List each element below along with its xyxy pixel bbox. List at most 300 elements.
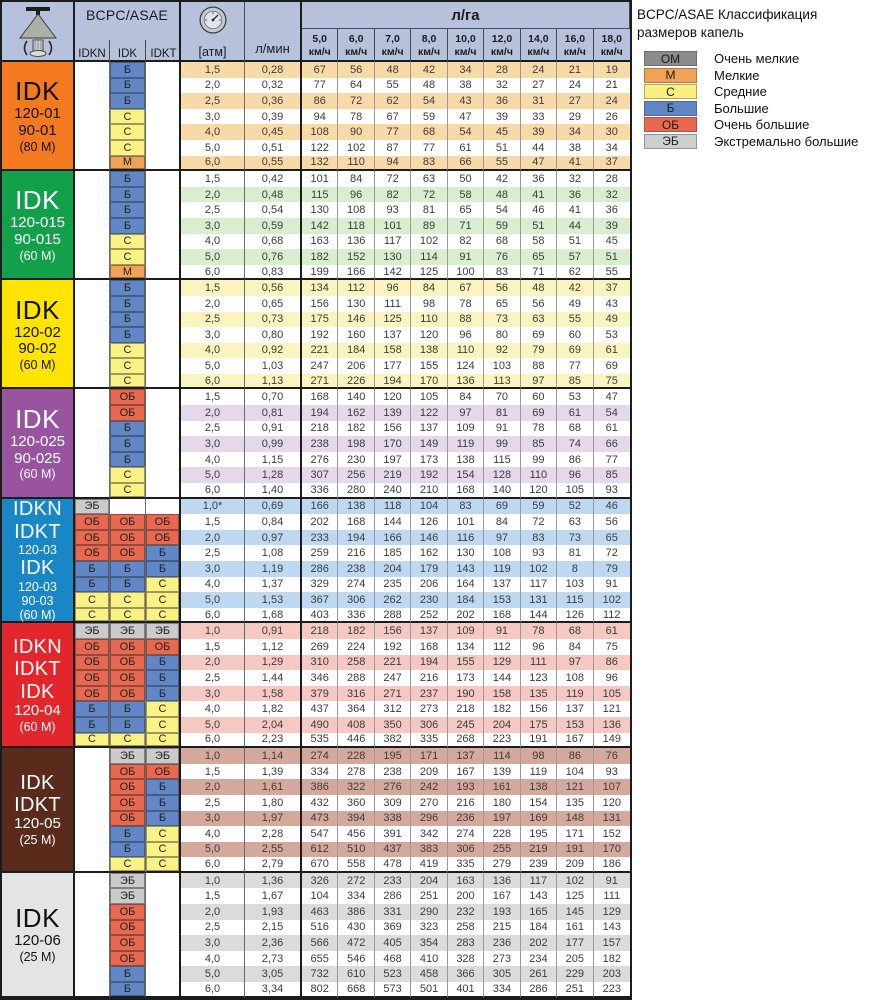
- class-cell-idk: ЭБ: [110, 888, 146, 904]
- rate-cell: 42: [411, 62, 447, 78]
- block-label-line: IDK: [15, 76, 60, 107]
- block-label-line: (60 M): [19, 607, 56, 622]
- rate-cell: 24: [521, 62, 557, 78]
- block-label-line: 90-02: [18, 340, 57, 358]
- rate-cell: 88: [521, 358, 557, 374]
- class-cell-idk: Б: [110, 982, 146, 998]
- class-cell-idkn: [75, 156, 110, 172]
- rate-cell: 63: [557, 514, 593, 530]
- pressure-cell: 2,5: [181, 920, 245, 936]
- flow-cell: 2,23: [245, 733, 302, 749]
- class-cell-idkn: [75, 467, 110, 483]
- rate-cell: 473: [302, 811, 338, 827]
- rate-cell: 135: [557, 795, 593, 811]
- class-cell-idkn: [75, 202, 110, 218]
- class-cell-idkt: [146, 499, 181, 515]
- rate-cell: 73: [484, 312, 520, 328]
- rate-cell: 38: [557, 140, 593, 156]
- block-label: [2, 280, 75, 389]
- rate-cell: 139: [484, 764, 520, 780]
- rate-cell: 66: [448, 156, 484, 172]
- rate-cell: 144: [375, 514, 411, 530]
- rate-cell: 307: [302, 467, 338, 483]
- flow-cell: 0,65: [245, 296, 302, 312]
- class-cell-idkn: [75, 327, 110, 343]
- flow-cell: 1,80: [245, 795, 302, 811]
- flow-cell: 1,14: [245, 748, 302, 764]
- rate-cell: 238: [375, 764, 411, 780]
- rate-cell: 668: [338, 982, 374, 998]
- class-cell-idkn: [75, 93, 110, 109]
- pressure-gauge-icon: [198, 5, 228, 35]
- pressure-cell: 2,5: [181, 202, 245, 218]
- class-cell-idkn: [75, 951, 110, 967]
- rate-cell: 137: [557, 701, 593, 717]
- flow-cell: 2,28: [245, 826, 302, 842]
- block-label-line: 120-02: [14, 323, 61, 341]
- class-cell-idkt: С: [146, 701, 181, 717]
- legend-items: [637, 51, 871, 149]
- rate-cell: 192: [411, 467, 447, 483]
- rate-cell: 152: [338, 249, 374, 265]
- rate-cell: 202: [302, 514, 338, 530]
- class-cell-idk: ОБ: [110, 920, 146, 936]
- rate-cell: 84: [448, 389, 484, 405]
- rate-cell: 116: [448, 530, 484, 546]
- rate-cell: 177: [375, 358, 411, 374]
- flow-header: [245, 2, 302, 62]
- rate-cell: 47: [448, 109, 484, 125]
- class-cell-idkt: ЭБ: [146, 623, 181, 639]
- flow-cell: 1,61: [245, 779, 302, 795]
- rate-cell: 229: [557, 966, 593, 982]
- block-label-line: 120-04: [14, 701, 61, 719]
- flow-cell: 0,54: [245, 202, 302, 218]
- class-cell-idk: Б: [110, 218, 146, 234]
- rate-cell: 121: [594, 701, 630, 717]
- rate-cell: 247: [302, 358, 338, 374]
- speed-unit: км/ч: [454, 45, 477, 58]
- rate-cell: 169: [521, 811, 557, 827]
- rate-cell: 143: [594, 920, 630, 936]
- block-label-line: 120-05: [14, 815, 61, 833]
- rate-cell: 63: [521, 312, 557, 328]
- pressure-cell: 1,5: [181, 171, 245, 187]
- rate-cell: 96: [448, 327, 484, 343]
- class-cell-idk: Б: [110, 826, 146, 842]
- rate-cell: 67: [448, 280, 484, 296]
- rate-cell: 197: [484, 811, 520, 827]
- rate-cell: 61: [594, 343, 630, 359]
- class-cell-idkt: [146, 920, 181, 936]
- rate-cell: 403: [302, 608, 338, 624]
- rate-cell: 108: [557, 670, 593, 686]
- rate-cell: 101: [302, 171, 338, 187]
- rate-cell: 328: [448, 951, 484, 967]
- class-cell-idk: Б: [110, 452, 146, 468]
- pressure-cell: 1,5: [181, 280, 245, 296]
- rate-cell: 76: [484, 249, 520, 265]
- class-cell-idk: Б: [110, 421, 146, 437]
- pressure-cell: 4,0: [181, 124, 245, 140]
- block-label-line: (60 M): [19, 467, 56, 482]
- rate-cell: 205: [557, 951, 593, 967]
- rate-cell: 216: [411, 670, 447, 686]
- flow-cell: 0,91: [245, 623, 302, 639]
- flow-cell: 0,36: [245, 93, 302, 109]
- rate-cell: 36: [521, 171, 557, 187]
- class-cell-idkt: [146, 405, 181, 421]
- rate-cell: 366: [448, 966, 484, 982]
- rate-cell: 104: [557, 764, 593, 780]
- block-label-line: IDKT: [14, 794, 61, 817]
- rate-cell: 77: [557, 358, 593, 374]
- class-cell-idkn: [75, 62, 110, 78]
- rate-cell: 501: [411, 982, 447, 998]
- flow-cell: 0,32: [245, 78, 302, 94]
- class-cell-idk: Б: [110, 62, 146, 78]
- rate-cell: 60: [521, 389, 557, 405]
- bcpc-asae-label: BCPC/ASAE: [86, 7, 168, 23]
- rate-cell: 156: [375, 623, 411, 639]
- pressure-cell: 1,5: [181, 389, 245, 405]
- class-cell-idk: Б: [110, 312, 146, 328]
- rate-cell: 165: [521, 904, 557, 920]
- rate-cell: 180: [484, 795, 520, 811]
- speed-value: 14,0: [528, 33, 549, 46]
- rate-cell: 76: [594, 748, 630, 764]
- rate-cell: 131: [594, 811, 630, 827]
- pressure-cell: 4,0: [181, 343, 245, 359]
- rate-cell: 276: [375, 779, 411, 795]
- class-cell-idk: ОБ: [110, 779, 146, 795]
- class-cell-idkt: [146, 935, 181, 951]
- flow-cell: 0,42: [245, 171, 302, 187]
- rate-cell: 146: [411, 530, 447, 546]
- rate-cell: 110: [521, 467, 557, 483]
- rate-cell: 145: [557, 904, 593, 920]
- rate-cell: 58: [448, 187, 484, 203]
- rate-cell: 286: [375, 888, 411, 904]
- flow-cell: 0,92: [245, 343, 302, 359]
- class-cell-idk: ОБ: [110, 670, 146, 686]
- rate-cell: 109: [448, 623, 484, 639]
- pressure-cell: 4,0: [181, 826, 245, 842]
- rate-cell: 204: [411, 873, 447, 889]
- rate-cell: 194: [338, 530, 374, 546]
- flow-cell: 0,70: [245, 389, 302, 405]
- pressure-cell: 6,0: [181, 156, 245, 172]
- block-label: [2, 748, 75, 873]
- rate-cell: 323: [411, 920, 447, 936]
- rate-cell: 272: [338, 873, 374, 889]
- rate-cell: 138: [411, 343, 447, 359]
- rate-cell: 50: [448, 171, 484, 187]
- class-cell-idk: С: [110, 343, 146, 359]
- rate-cell: 162: [411, 545, 447, 561]
- rate-cell: 383: [411, 842, 447, 858]
- rate-cell: 51: [484, 140, 520, 156]
- rate-cell: 305: [484, 966, 520, 982]
- rate-cell: 54: [448, 124, 484, 140]
- rate-cell: 158: [484, 686, 520, 702]
- rate-cell: 194: [411, 655, 447, 671]
- flow-cell: 2,15: [245, 920, 302, 936]
- rate-cell: 102: [557, 873, 593, 889]
- rate-cell: 68: [557, 421, 593, 437]
- block-label-line: IDK: [15, 185, 60, 216]
- class-cell-idkt: С: [146, 608, 181, 624]
- rate-cell: 39: [521, 124, 557, 140]
- rate-cell: 130: [338, 296, 374, 312]
- rate-cell: 46: [594, 499, 630, 515]
- rate-cell: 173: [448, 670, 484, 686]
- rate-cell: 119: [448, 436, 484, 452]
- rate-cell: 158: [375, 343, 411, 359]
- class-cell-idk: Б: [110, 202, 146, 218]
- rate-cell: 523: [375, 966, 411, 982]
- rate-cell: 177: [557, 935, 593, 951]
- class-cell-idkn: [75, 374, 110, 390]
- rate-cell: 322: [338, 779, 374, 795]
- class-cell-idkn: [75, 405, 110, 421]
- rate-cell: 139: [375, 405, 411, 421]
- rate-cell: 192: [302, 327, 338, 343]
- rate-cell: 186: [594, 857, 630, 873]
- rate-cell: 72: [338, 93, 374, 109]
- rate-cell: 32: [484, 78, 520, 94]
- rate-cell: 209: [557, 857, 593, 873]
- rate-cell: 99: [484, 436, 520, 452]
- class-cell-idkt: [146, 374, 181, 390]
- rate-cell: 143: [521, 888, 557, 904]
- pressure-cell: 1,5: [181, 888, 245, 904]
- rate-cell: 546: [338, 951, 374, 967]
- rate-cell: 59: [521, 499, 557, 515]
- rate-cell: 610: [338, 966, 374, 982]
- class-cell-idkt: [146, 389, 181, 405]
- rate-cell: 175: [302, 312, 338, 328]
- rate-cell: 91: [594, 873, 630, 889]
- rate-cell: 670: [302, 857, 338, 873]
- pressure-cell: 6,0: [181, 483, 245, 499]
- class-cell-idkt: С: [146, 857, 181, 873]
- rate-cell: 69: [557, 343, 593, 359]
- rate-cell: 51: [521, 218, 557, 234]
- rate-cell: 144: [484, 670, 520, 686]
- rate-cell: 69: [521, 327, 557, 343]
- rate-cell: 156: [375, 421, 411, 437]
- flow-cell: 1,97: [245, 811, 302, 827]
- rate-cell: 110: [411, 312, 447, 328]
- rate-cell: 64: [338, 78, 374, 94]
- legend-swatch: Б: [644, 101, 697, 116]
- rate-cell: 54: [594, 405, 630, 421]
- rate-cell: 102: [521, 561, 557, 577]
- speed-unit: км/ч: [490, 45, 513, 58]
- class-cell-idkn: [75, 452, 110, 468]
- rate-cell: 123: [521, 670, 557, 686]
- rate-cell: 61: [557, 405, 593, 421]
- rate-cell: 573: [375, 982, 411, 998]
- rate-cell: 164: [448, 577, 484, 593]
- class-cell-idk: С: [110, 857, 146, 873]
- rate-cell: 219: [375, 467, 411, 483]
- rate-cell: 61: [448, 140, 484, 156]
- block-label-line: IDKT: [14, 520, 61, 543]
- class-cell-idk: С: [110, 467, 146, 483]
- rate-cell: 69: [484, 499, 520, 515]
- class-cell-idkt: [146, 296, 181, 312]
- rate-cell: 28: [484, 62, 520, 78]
- rate-cell: 97: [521, 374, 557, 390]
- rate-cell: 82: [375, 187, 411, 203]
- rate-cell: 109: [448, 421, 484, 437]
- rate-cell: 168: [411, 639, 447, 655]
- class-cell-idkt: [146, 467, 181, 483]
- class-cell-idkn: ОБ: [75, 686, 110, 702]
- class-cell-idkn: ЭБ: [75, 623, 110, 639]
- rate-cell: 134: [302, 280, 338, 296]
- class-cell-idk: ОБ: [110, 686, 146, 702]
- rate-cell: 75: [594, 639, 630, 655]
- rate-cell: 80: [484, 327, 520, 343]
- rate-cell: 68: [557, 623, 593, 639]
- rate-cell: 108: [338, 202, 374, 218]
- class-cell-idk: С: [110, 374, 146, 390]
- rate-cell: 43: [594, 296, 630, 312]
- block-label-line: (25 M): [19, 833, 56, 848]
- block-label-line: IDK: [20, 680, 55, 703]
- rate-cell: 69: [521, 405, 557, 421]
- pressure-cell: 1,5: [181, 764, 245, 780]
- rate-cell: 221: [375, 655, 411, 671]
- rate-cell: 516: [302, 920, 338, 936]
- rate-cell: 111: [521, 655, 557, 671]
- rate-cell: 310: [302, 655, 338, 671]
- rate-cell: 85: [557, 374, 593, 390]
- legend-item: [637, 84, 871, 100]
- class-cell-idkt: Б: [146, 795, 181, 811]
- rate-cell: 131: [521, 592, 557, 608]
- class-cell-idkt: С: [146, 826, 181, 842]
- rate-cell: 206: [411, 577, 447, 593]
- rate-cell: 170: [375, 436, 411, 452]
- rate-cell: 49: [557, 296, 593, 312]
- flow-cell: 1,44: [245, 670, 302, 686]
- class-cell-idk: Б: [110, 187, 146, 203]
- rate-cell: 156: [521, 701, 557, 717]
- class-cell-idk: ЭБ: [110, 748, 146, 764]
- pressure-cell: 1,5: [181, 62, 245, 78]
- pressure-cell: 5,0: [181, 842, 245, 858]
- rate-cell: 96: [375, 280, 411, 296]
- flow-cell: 0,28: [245, 62, 302, 78]
- rate-cell: 138: [521, 779, 557, 795]
- class-cell-idkn: [75, 873, 110, 889]
- class-cell-idk: С: [110, 608, 146, 624]
- rate-cell: 77: [594, 452, 630, 468]
- rate-cell: 269: [302, 639, 338, 655]
- pressure-cell: 5,0: [181, 249, 245, 265]
- class-cell-idkn: [75, 171, 110, 187]
- class-cell-idkt: С: [146, 733, 181, 749]
- rate-cell: 86: [594, 655, 630, 671]
- rate-cell: 90: [338, 124, 374, 140]
- speed-value: 5,0: [312, 33, 328, 46]
- rate-cell: 391: [375, 826, 411, 842]
- class-cell-idkt: С: [146, 577, 181, 593]
- rate-cell: 112: [594, 608, 630, 624]
- rate-cell: 154: [448, 467, 484, 483]
- class-cell-idkn: ОБ: [75, 530, 110, 546]
- rate-cell: 94: [375, 156, 411, 172]
- rate-cell: 69: [594, 358, 630, 374]
- block-label: [2, 623, 75, 748]
- flow-cell: 0,97: [245, 530, 302, 546]
- rate-cell: 65: [448, 202, 484, 218]
- pressure-cell: 5,0: [181, 358, 245, 374]
- rate-cell: 268: [448, 733, 484, 749]
- class-cell-idk: ОБ: [110, 514, 146, 530]
- pressure-cell: 6,0: [181, 733, 245, 749]
- rate-cell: 195: [375, 748, 411, 764]
- flow-cell: 1,53: [245, 592, 302, 608]
- rate-cell: 45: [484, 124, 520, 140]
- block-label: [2, 389, 75, 498]
- rate-cell: 120: [521, 483, 557, 499]
- pressure-cell: 4,0: [181, 452, 245, 468]
- rate-cell: 190: [448, 686, 484, 702]
- rate-cell: 55: [594, 265, 630, 281]
- class-cell-idkn: [75, 78, 110, 94]
- rate-cell: 58: [521, 234, 557, 250]
- rate-cell: 49: [594, 312, 630, 328]
- class-cell-idkn: С: [75, 733, 110, 749]
- rate-cell: 258: [448, 920, 484, 936]
- rate-cell: 102: [594, 592, 630, 608]
- class-cell-idkn: [75, 920, 110, 936]
- rate-cell: 111: [375, 296, 411, 312]
- rate-cell: 84: [338, 171, 374, 187]
- class-cell-idkt: [146, 280, 181, 296]
- class-cell-idk: ОБ: [110, 545, 146, 561]
- rate-cell: 93: [594, 483, 630, 499]
- block-label-line: 120-03: [18, 579, 57, 594]
- rate-cell: 136: [338, 234, 374, 250]
- rate-cell: 166: [375, 530, 411, 546]
- rate-cell: 226: [338, 374, 374, 390]
- legend-swatch: М: [644, 68, 697, 83]
- rate-cell: 31: [521, 93, 557, 109]
- rate-cell: 34: [594, 140, 630, 156]
- rate-cell: 185: [375, 545, 411, 561]
- rate-cell: 105: [557, 483, 593, 499]
- legend-label: Экстремально большие: [714, 133, 859, 149]
- rate-cell: 238: [302, 436, 338, 452]
- rate-cell: 274: [338, 577, 374, 593]
- class-cell-idkn: [75, 421, 110, 437]
- block-label: [2, 873, 75, 998]
- rate-cell: 271: [302, 374, 338, 390]
- rate-cell: 309: [375, 795, 411, 811]
- class-cell-idkn: [75, 140, 110, 156]
- rate-cell: 110: [448, 343, 484, 359]
- speed-unit: км/ч: [527, 45, 550, 58]
- rate-cell: 216: [338, 545, 374, 561]
- rate-cell: 122: [302, 140, 338, 156]
- pressure-cell: 2,0: [181, 296, 245, 312]
